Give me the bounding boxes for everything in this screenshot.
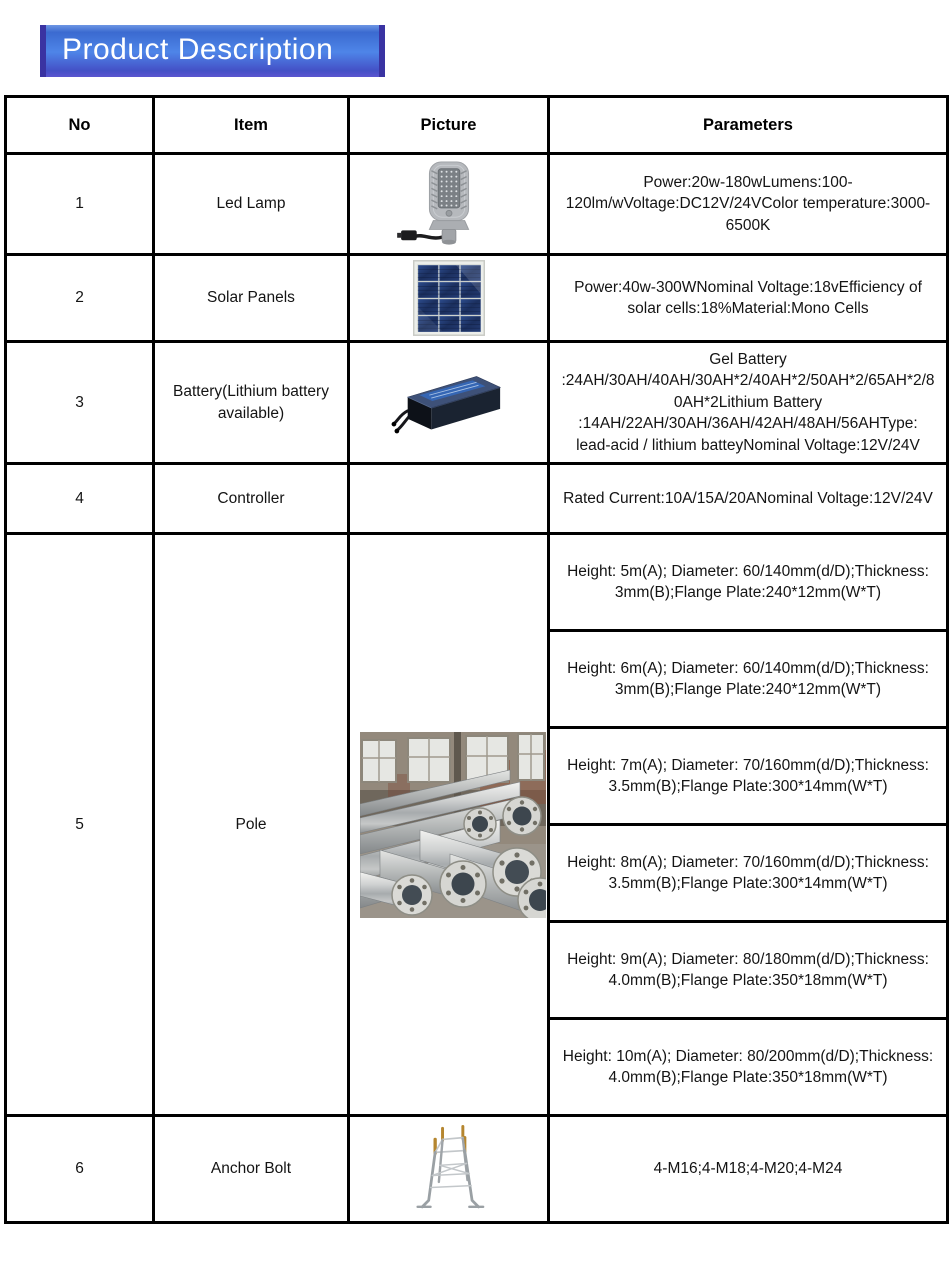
table-header-row bbox=[6, 97, 948, 154]
picture-cell bbox=[349, 154, 549, 255]
no-cell: 2 bbox=[6, 255, 154, 342]
no-cell: 1 bbox=[6, 154, 154, 255]
product-spec-table bbox=[4, 95, 949, 1224]
table-row bbox=[6, 342, 948, 464]
parameters-cell: Gel Battery :24AH/30AH/40AH/30AH*2/40AH*2/50AH*2/65AH*2/80AH*2Lithium Battery :14AH/22AH/30AH/36AH/42AH/48AH/56AHType: lead-acid / lithium batteyNominal Voltage:12V/24V bbox=[549, 342, 948, 464]
table-row bbox=[6, 154, 948, 255]
no-cell: 6 bbox=[6, 1116, 154, 1223]
picture-cell bbox=[349, 1116, 549, 1223]
picture-cell bbox=[349, 255, 549, 342]
header-picture: Picture bbox=[349, 97, 549, 154]
parameters-cell: Height: 6m(A); Diameter: 60/140mm(d/D);Thickness: 3mm(B);Flange Plate:240*12mm(W*T) bbox=[549, 631, 948, 728]
header-parameters: Parameters bbox=[549, 97, 948, 154]
parameters-cell: Height: 7m(A); Diameter: 70/160mm(d/D);Thickness: 3.5mm(B);Flange Plate:300*14mm(W*T) bbox=[549, 728, 948, 825]
no-cell: 3 bbox=[6, 342, 154, 464]
item-cell: Battery(Lithium battery available) bbox=[154, 342, 349, 464]
item-cell: Solar Panels bbox=[154, 255, 349, 342]
page-title: Product Description bbox=[62, 33, 334, 66]
parameters-cell: Height: 5m(A); Diameter: 60/140mm(d/D);Thickness: 3mm(B);Flange Plate:240*12mm(W*T) bbox=[549, 534, 948, 631]
no-cell: 4 bbox=[6, 464, 154, 534]
parameters-cell: Power:40w-300WNominal Voltage:18vEfficiency of solar cells:18%Material:Mono Cells bbox=[549, 255, 948, 342]
no-cell: 5 bbox=[6, 534, 154, 1116]
parameters-cell: Height: 10m(A); Diameter: 80/200mm(d/D);Thickness: 4.0mm(B);Flange Plate:350*18mm(W*T) bbox=[549, 1019, 948, 1116]
parameters-cell: Power:20w-180wLumens:100-120lm/wVoltage:DC12V/24VColor temperature:3000-6500K bbox=[549, 154, 948, 255]
steel-poles-photo bbox=[360, 732, 546, 918]
header-item: Item bbox=[154, 97, 349, 154]
anchor-bolt-photo bbox=[411, 1121, 487, 1217]
parameters-cell: 4-M16;4-M18;4-M20;4-M24 bbox=[549, 1116, 948, 1223]
picture-cell bbox=[349, 342, 549, 464]
picture-cell-empty bbox=[349, 464, 549, 534]
item-cell: Pole bbox=[154, 534, 349, 1116]
header-no: No bbox=[6, 97, 154, 154]
item-cell: Anchor Bolt bbox=[154, 1116, 349, 1223]
item-cell: Led Lamp bbox=[154, 154, 349, 255]
picture-cell bbox=[349, 534, 549, 1116]
product-description-banner bbox=[40, 25, 385, 77]
solar-panel-photo bbox=[412, 260, 486, 336]
table-row bbox=[6, 255, 948, 342]
item-cell: Controller bbox=[154, 464, 349, 534]
parameters-cell: Height: 8m(A); Diameter: 70/160mm(d/D);Thickness: 3.5mm(B);Flange Plate:300*14mm(W*T) bbox=[549, 825, 948, 922]
table-row bbox=[6, 534, 948, 631]
table-row bbox=[6, 1116, 948, 1223]
table-row bbox=[6, 464, 948, 534]
led-street-lamp-photo bbox=[390, 159, 508, 249]
parameters-cell: Rated Current:10A/15A/20ANominal Voltage:12V/24V bbox=[549, 464, 948, 534]
battery-photo bbox=[390, 367, 508, 439]
parameters-cell: Height: 9m(A); Diameter: 80/180mm(d/D);Thickness: 4.0mm(B);Flange Plate:350*18mm(W*T) bbox=[549, 922, 948, 1019]
